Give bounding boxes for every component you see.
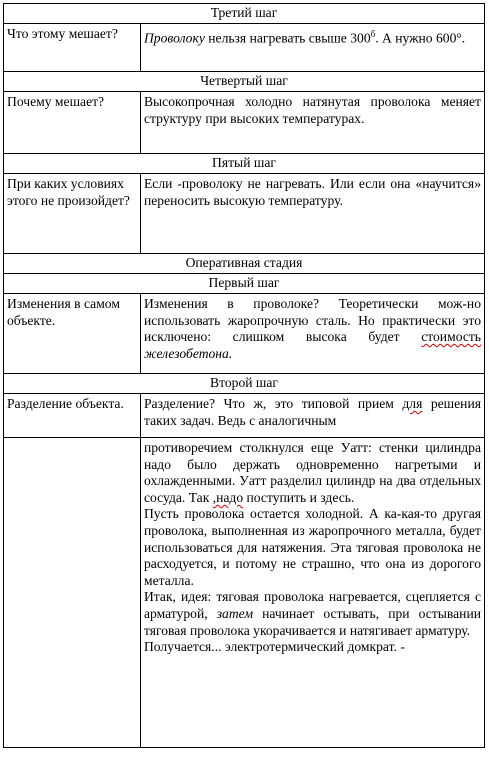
step-header: Четвертый шаг xyxy=(4,72,485,92)
step-header-row xyxy=(4,4,485,24)
step-question xyxy=(4,438,141,748)
step-header: Третий шаг xyxy=(4,4,485,24)
step-header-row xyxy=(4,254,485,274)
step-question: Почему мешает? xyxy=(4,92,141,154)
step-row xyxy=(4,294,485,374)
step-answer: Проволоку нельзя нагревать свыше $300^б$. А нужно 600°. xyxy=(140,24,484,72)
step-header-row xyxy=(4,154,485,174)
step-answer: Высокопрочная холодно натянутая проволока меняет структуру при высоких температурах. xyxy=(140,92,484,154)
step-answer: Изменения в проволоке? Теоретически мож-но использовать жаропрочную сталь. Но практически это исключено: слишком высока будет стоимость железобетона. xyxy=(140,294,484,374)
step-header-row xyxy=(4,374,485,394)
step-row xyxy=(4,24,485,72)
step-header-row xyxy=(4,274,485,294)
table-body xyxy=(4,4,485,748)
method-steps-table xyxy=(3,3,485,748)
step-row xyxy=(4,92,485,154)
step-row xyxy=(4,174,485,254)
step-question: Изменения в самом объекте. xyxy=(4,294,141,374)
step-header: Второй шаг xyxy=(4,374,485,394)
step-question: Разделение объекта. xyxy=(4,394,141,438)
step-row xyxy=(4,394,485,438)
step-question: При каких условиях этого не произойдет? xyxy=(4,174,141,254)
step-row xyxy=(4,438,485,748)
step-answer: Если -проволоку не нагревать. Или если она «научится» переносить высокую температуру. xyxy=(140,174,484,254)
step-header: Первый шаг xyxy=(4,274,485,294)
step-header-row xyxy=(4,72,485,92)
step-question: Что этому мешает? xyxy=(4,24,141,72)
step-header: Пятый шаг xyxy=(4,154,485,174)
step-answer: противоречием столкнулся еще Уатт: стенки цилиндра надо было держать одновременно нагретыми и охлажденными. Уатт разделил цилиндр на два отдельных сосуда. Так ,надо поступить и здесь. Пусть проволока остается холодной. А ка-кая-то другая проволока, выполненная из жаропрочного металла, будет использоваться для натяжения. Эта тяговая проволока не расходуется, и потому не страшно, что она из дорогого металла. Итак, идея: тяговая проволока нагревается, сцепляется с арматурой, затем начинает остывать, при остывании тяговая проволока укорачивается и натягивает арматуру. Получается... электротермический домкрат. - xyxy=(140,438,484,748)
step-header: Оперативная стадия xyxy=(4,254,485,274)
step-answer: Разделение? Что ж, это типовой прием для решения таких задач. Ведь с аналогичным xyxy=(140,394,484,438)
